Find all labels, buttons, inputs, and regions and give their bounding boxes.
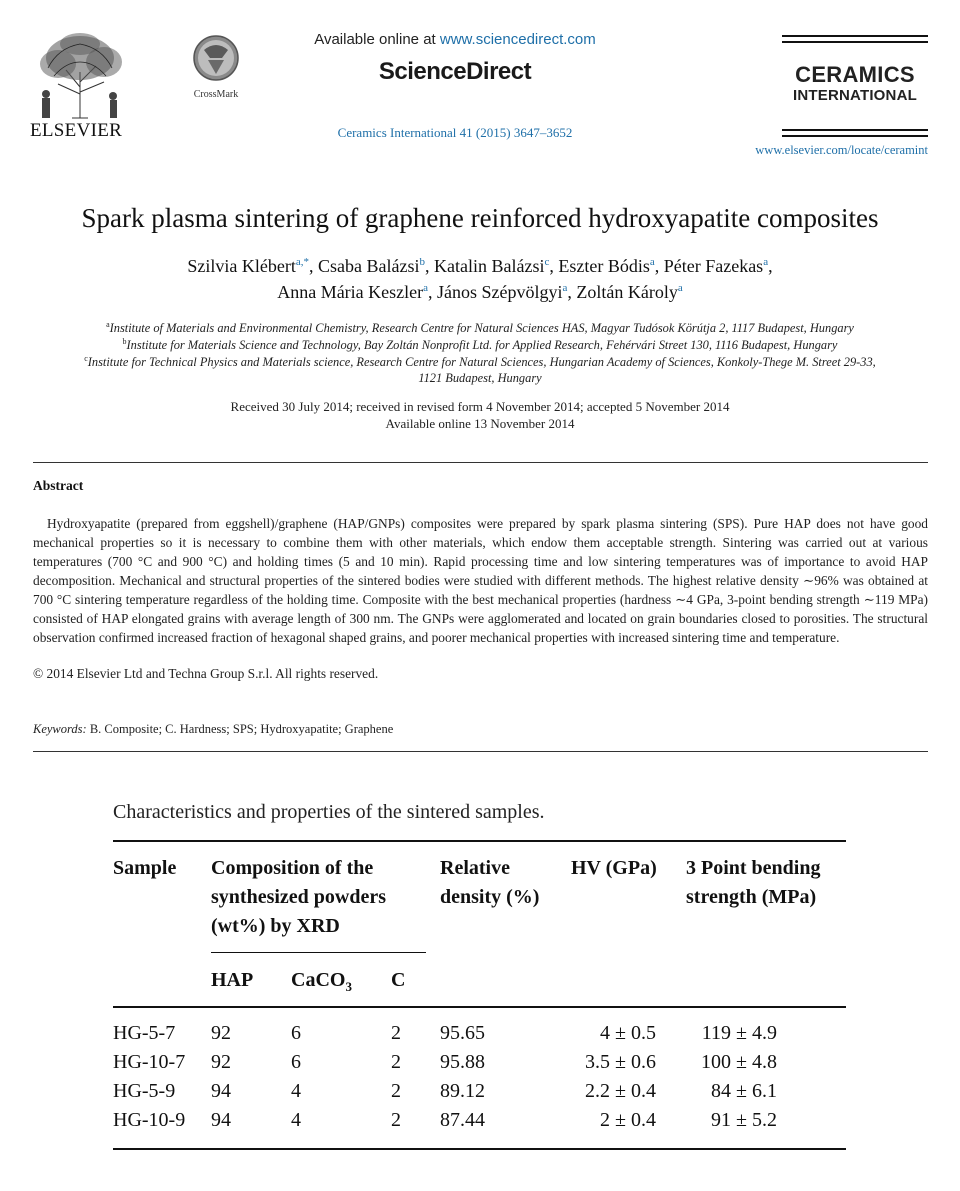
cell-hap: 94 <box>211 1109 231 1131</box>
cell-hardness: 2.2 ± 0.4 <box>585 1080 656 1102</box>
received-dates: Received 30 July 2014; received in revised form 4 November 2014; accepted 5 November 2014 <box>230 399 730 414</box>
author-list-line2 <box>0 282 960 303</box>
header-composition-line: (wt%) by XRD <box>211 915 340 937</box>
header-bending-line: strength (MPa) <box>686 886 817 908</box>
author-affiliation-mark[interactable]: b <box>419 256 425 268</box>
header-composition-line: synthesized powders <box>211 886 387 908</box>
journal-rule-bottom <box>782 129 928 131</box>
cell-hardness: 2 ± 0.4 <box>600 1109 656 1131</box>
cell-density: 95.88 <box>440 1051 485 1073</box>
cell-caco3: 6 <box>291 1022 301 1044</box>
sciencedirect-link[interactable]: www.sciencedirect.com <box>439 31 596 48</box>
table-caption: Characteristics and properties of the sintered samples. <box>113 801 545 823</box>
journal-url-link[interactable]: www.elsevier.com/locate/ceramint <box>755 143 928 157</box>
available-prefix: Available online at <box>314 31 436 48</box>
author-separator: , <box>768 256 773 276</box>
author-list-line1 <box>0 256 960 277</box>
composition-subheader-rule <box>211 952 426 953</box>
crossmark-label: CrossMark <box>193 89 239 100</box>
header-hap: HAP <box>211 969 254 991</box>
author-name: Anna Mária Keszler <box>277 282 424 302</box>
cell-hardness: 3.5 ± 0.6 <box>585 1051 656 1073</box>
publisher-wordmark: ELSEVIER <box>30 120 123 141</box>
table-header-rule <box>113 1006 846 1008</box>
available-online-date: Available online 13 November 2014 <box>385 416 575 431</box>
affiliation-b <box>20 337 940 353</box>
affiliation-c-continued: 1121 Budapest, Hungary <box>418 371 542 385</box>
header-bending <box>686 854 820 912</box>
author-name: Eszter Bódis <box>558 256 650 276</box>
author-name: Péter Fazekas <box>663 256 764 276</box>
cell-density: 95.65 <box>440 1022 485 1044</box>
available-online-line <box>300 31 610 48</box>
header-density <box>440 854 539 912</box>
author-affiliation-mark[interactable]: a <box>649 256 655 268</box>
cell-bending: 100 ± 4.8 <box>701 1051 777 1073</box>
journal-rule-bottom-2 <box>782 135 928 137</box>
cell-sample: HG-5-9 <box>113 1080 176 1102</box>
author-name: Zoltán Károly <box>576 282 678 302</box>
author-separator: , <box>424 256 434 276</box>
author-affiliation-mark[interactable]: a <box>763 256 769 268</box>
author-separator: , <box>654 256 664 276</box>
affiliation-mark: b <box>122 337 127 346</box>
affiliation-c <box>20 354 940 370</box>
cell-density: 89.12 <box>440 1080 485 1102</box>
author-affiliation-mark[interactable]: c <box>544 256 550 268</box>
journal-title <box>782 64 928 103</box>
affiliation-mark: a <box>106 320 110 329</box>
cell-carbon: 2 <box>391 1051 401 1073</box>
header-density-line: density (%) <box>440 886 540 908</box>
cell-caco3: 6 <box>291 1051 301 1073</box>
table-top-rule <box>113 840 846 842</box>
cell-bending: 84 ± 6.1 <box>711 1080 777 1102</box>
author-name: János Szépvölgyi <box>437 282 563 302</box>
cell-density: 87.44 <box>440 1109 485 1131</box>
header-density-line: Relative <box>440 857 510 879</box>
cell-hardness: 4 ± 0.5 <box>600 1022 656 1044</box>
affiliation-text: Institute for Technical Physics and Materials science, Research Centre for Natural Sciences, Hungarian Academy of Sciences, Konkoly-Thege M. Street 29-33, <box>87 355 876 370</box>
author-name: Csaba Balázsi <box>318 256 420 276</box>
cell-sample: HG-10-7 <box>113 1051 186 1073</box>
affiliation-text: Institute for Materials Science and Technology, Bay Zoltán Nonprofit Ltd. for Applied Research, Fehérvári Street 130, 1116 Budapest, Hungary <box>126 338 838 353</box>
header-carbon: C <box>391 969 406 991</box>
abstract-heading: Abstract <box>33 478 84 493</box>
cell-carbon: 2 <box>391 1022 401 1044</box>
cell-bending: 119 ± 4.9 <box>701 1022 777 1044</box>
author-name: Katalin Balázsi <box>433 256 545 276</box>
crossmark-icon <box>192 34 240 82</box>
keywords-line <box>33 722 393 737</box>
author-affiliation-mark[interactable]: a <box>562 282 568 294</box>
author-separator: , <box>428 282 438 302</box>
copyright-notice: © 2014 Elsevier Ltd and Techna Group S.r.l. All rights reserved. <box>33 666 379 681</box>
header-composition-line: Composition of the <box>211 857 374 879</box>
cell-bending: 91 ± 5.2 <box>711 1109 777 1131</box>
cell-carbon: 2 <box>391 1109 401 1131</box>
abstract-body <box>33 514 928 647</box>
affiliation-mark: c <box>84 354 88 363</box>
header-caco3 <box>291 966 352 1001</box>
sciencedirect-logo: ScienceDirect <box>378 58 532 85</box>
header-caco3-subscript: 3 <box>345 979 352 994</box>
cell-hap: 94 <box>211 1080 231 1102</box>
section-divider <box>33 462 928 463</box>
cell-hap: 92 <box>211 1022 231 1044</box>
author-affiliation-mark[interactable]: a,* <box>295 256 309 268</box>
cell-sample: HG-10-9 <box>113 1109 186 1131</box>
crossmark-badge[interactable] <box>188 34 244 100</box>
author-separator: , <box>567 282 577 302</box>
paper-title: Spark plasma sintering of graphene reinforced hydroxyapatite composites <box>81 203 879 233</box>
header-hardness: HV (GPa) <box>571 857 657 879</box>
cell-hap: 92 <box>211 1051 231 1073</box>
journal-rule-top <box>782 35 928 37</box>
header-sample: Sample <box>113 857 177 879</box>
keywords-text: B. Composite; C. Hardness; SPS; Hydroxyapatite; Graphene <box>89 722 394 736</box>
journal-title-line1: CERAMICS <box>795 62 915 87</box>
header-caco3-main: CaCO <box>291 969 346 991</box>
affiliation-text: Institute of Materials and Environmental Chemistry, Research Centre for Natural Sciences HAS, Magyar Tudósok Körútja 2, 1117 Budapest, Hungary <box>109 321 854 336</box>
author-affiliation-mark[interactable]: a <box>677 282 683 294</box>
abstract-paragraph: Hydroxyapatite (prepared from eggshell)/graphene (HAP/GNPs) composites were prepared by spark plasma sintering (SPS). Pure HAP does not have good mechanical properties so it is necessary to combine them with other materials, which endow them acceptable strength. Sintering was carried out at various temperatures (700 °C and 900 °C) and holding times (5 and 10 min). Rapid processing time and low sintering temperatures was of importance to avoid HAP decomposition. Mechanical and structural properties of the sintered bodies were studied with different methods. The highest relative density ∼96% was obtained at 700 °C sintering temperature regardless of the holding time. Composite with the best mechanical properties (hardness ∼4 GPa, 3-point bending strength ∼119 MPa) consisted of HAP elongated grains with average length of 300 nm. The GNPs were agglomerated and located on grain boundaries closed to porosities. The structural observation confirmed increased fraction of hexagonal shaped grains, and poorer mechanical properties with increased sintering time and temperature. <box>33 516 928 645</box>
journal-rule-top-2 <box>782 41 928 43</box>
keywords-label: Keywords: <box>33 722 87 736</box>
author-separator: , <box>549 256 559 276</box>
author-separator: , <box>309 256 318 276</box>
header-bending-line: 3 Point bending <box>686 857 821 879</box>
cell-caco3: 4 <box>291 1109 301 1131</box>
cell-caco3: 4 <box>291 1080 301 1102</box>
journal-title-line2: INTERNATIONAL <box>793 87 917 104</box>
author-affiliation-mark[interactable]: a <box>423 282 429 294</box>
journal-reference[interactable]: Ceramics International 41 (2015) 3647–3652 <box>337 125 573 140</box>
author-name: Szilvia Klébert <box>187 256 296 276</box>
header-composition <box>211 854 386 941</box>
cell-carbon: 2 <box>391 1080 401 1102</box>
cell-sample: HG-5-7 <box>113 1022 176 1044</box>
affiliation-a <box>20 320 940 336</box>
table-bottom-rule <box>113 1148 846 1150</box>
section-divider <box>33 751 928 752</box>
